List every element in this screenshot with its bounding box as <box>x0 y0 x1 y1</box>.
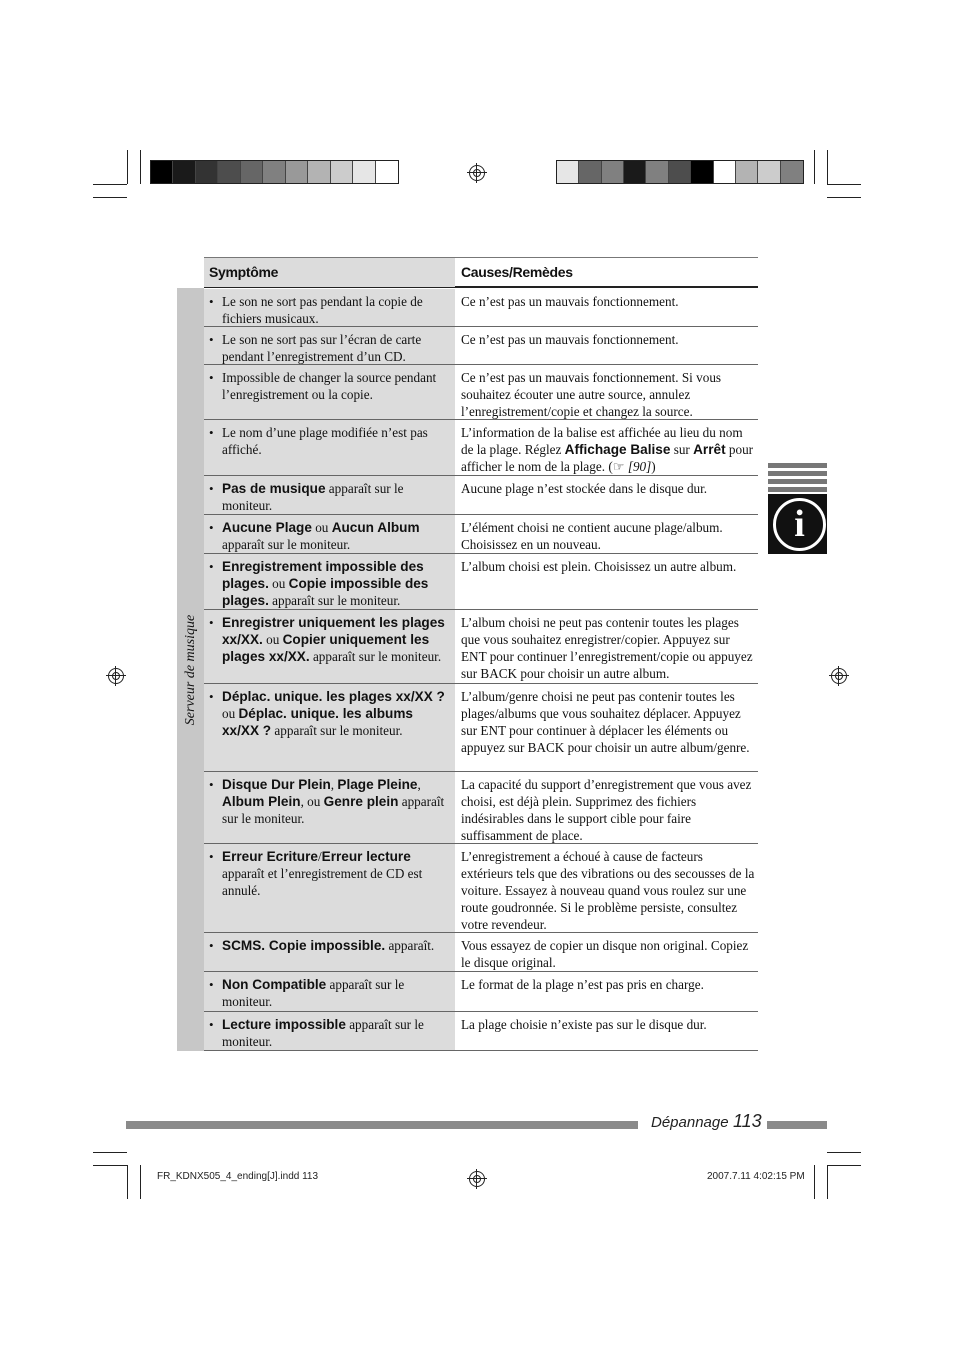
body-text: Impossible de changer la source pendant l’enregistrement ou la copie. <box>222 370 437 402</box>
display-message-text: Erreur Ecriture <box>222 849 318 864</box>
crop-mark <box>827 184 861 185</box>
symptom-text <box>222 1016 447 1050</box>
display-message-text: Aucune Plage <box>222 520 312 535</box>
body-text: , <box>417 777 421 792</box>
color-swatch <box>353 161 375 183</box>
body-text: Ce n’est pas un mauvais fonctionnement. <box>461 294 679 309</box>
body-text: Le nom d’une plage modifiée n’est pas affiché. <box>222 425 428 457</box>
color-swatch <box>218 161 240 183</box>
body-text: apparaît sur le moniteur. <box>222 794 445 826</box>
tab-stripe <box>768 479 827 484</box>
bullet-icon: • <box>209 559 214 574</box>
table-row <box>204 476 758 515</box>
display-message-text: Non Compatible <box>222 977 327 992</box>
crop-mark <box>93 197 127 198</box>
cause-remedy-cell <box>461 976 756 993</box>
body-text: , ou <box>300 794 324 809</box>
symptom-text <box>222 976 447 1010</box>
bullet-icon: • <box>209 332 214 347</box>
display-message-text: Copie impossible des plages. <box>222 576 429 608</box>
cause-remedy-cell <box>461 424 756 475</box>
body-text: L’album choisi ne peut pas contenir toutes les plages que vous souhaitez enregistrer/copier. Appuyez sur ENT pour continuer l’enregistrement/copie ou appuyez sur BACK pour choisir un autre album. <box>461 615 753 681</box>
color-swatch <box>602 161 624 183</box>
body-text: L’album choisi est plein. Choisissez un autre album. <box>461 559 737 574</box>
display-message-text: Enregistrement impossible des plages. <box>222 559 424 591</box>
body-text: L’information de la balise est affichée au lieu du nom de la plage. Réglez <box>461 425 743 457</box>
symptom-cell <box>204 289 455 326</box>
body-text: / <box>317 849 322 864</box>
bullet-icon: • <box>209 425 214 440</box>
color-swatch <box>781 161 803 183</box>
body-text: apparaît. <box>385 938 435 953</box>
body-text: ) <box>651 459 656 474</box>
cause-remedy-cell <box>461 937 756 971</box>
page-reference: [90] <box>627 459 652 474</box>
bullet-icon: • <box>209 777 214 792</box>
table-row <box>204 844 758 933</box>
body-text: Le format de la plage n’est pas pris en charge. <box>461 977 704 992</box>
table-row <box>204 772 758 844</box>
table-row <box>204 554 758 610</box>
display-message-text: Album Plein <box>222 794 301 809</box>
crop-mark <box>127 1165 128 1199</box>
symptom-text <box>222 558 447 609</box>
display-message-text: Arrêt <box>693 442 726 457</box>
color-swatch <box>624 161 646 183</box>
symptom-cell <box>204 554 455 609</box>
color-swatch <box>263 161 285 183</box>
symptom-text <box>222 293 447 327</box>
crop-mark <box>140 150 141 184</box>
table-row <box>204 972 758 1012</box>
body-text: apparaît sur le moniteur. <box>268 593 401 608</box>
body-text: ou <box>222 706 239 721</box>
crop-mark <box>827 1152 861 1153</box>
body-text: L’enregistrement a échoué à cause de facteurs extérieurs tels que des vibrations ou des secousses de la voiture. Essayez à nouveau quand vous roulez sur une route goudronnée. Si le problème persiste, consultez votre revendeur. <box>461 849 755 932</box>
cause-remedy-cell <box>461 519 756 553</box>
symptom-cell <box>204 684 455 771</box>
bullet-icon: • <box>209 1017 214 1032</box>
body-text: Ce n’est pas un mauvais fonctionnement. Si vous souhaitez écouter une autre source, annulez l’enregistrement/copie et changez la source. <box>461 370 722 419</box>
bullet-icon: • <box>209 938 214 953</box>
color-swatch <box>758 161 780 183</box>
display-message-text: Aucun Album <box>331 520 420 535</box>
display-message-text: Disque Dur Plein <box>222 777 331 792</box>
bullet-icon: • <box>209 849 214 864</box>
body-text: La capacité du support d’enregistrement que vous avez choisi, est déjà plein. Supprimez des fichiers indésirables dans le support cible pour faire suffisamment de place. <box>461 777 752 843</box>
display-message-text: Copier uniquement les plages xx/XX. <box>222 632 430 664</box>
bullet-icon: • <box>209 977 214 992</box>
table-row <box>204 933 758 972</box>
table-row <box>204 420 758 476</box>
symptom-text <box>222 937 447 954</box>
symptom-text <box>222 424 447 458</box>
table-row <box>204 327 758 365</box>
section-sidebar <box>177 288 204 1051</box>
footer-rule-left <box>126 1121 638 1129</box>
display-message-text: Plage Pleine <box>337 777 418 792</box>
crop-mark <box>140 1165 141 1199</box>
info-section-tab <box>768 463 827 554</box>
header-causes: Causes/Remèdes <box>461 264 573 280</box>
info-glyph: i <box>794 503 805 545</box>
table-row <box>204 610 758 684</box>
tab-stripe <box>768 463 827 468</box>
body-text: sur <box>670 442 694 457</box>
color-swatch <box>331 161 353 183</box>
tab-stripe <box>768 471 827 476</box>
table-row <box>204 365 758 420</box>
color-swatch <box>557 161 579 183</box>
symptom-text <box>222 614 447 665</box>
table-row <box>204 289 758 327</box>
body-text: Ce n’est pas un mauvais fonctionnement. <box>461 332 679 347</box>
body-text: L’élément choisi ne contient aucune plage/album. Choisissez en un nouveau. <box>461 520 723 552</box>
bullet-icon: • <box>209 689 214 704</box>
symptom-text <box>222 331 447 365</box>
body-text: ou <box>262 632 283 647</box>
cause-remedy-cell <box>461 1016 756 1033</box>
crop-mark <box>93 1152 127 1153</box>
page-number: 113 <box>733 1111 762 1131</box>
body-text: apparaît sur le moniteur. <box>309 649 442 664</box>
symptom-cell <box>204 476 455 514</box>
body-text: Aucune plage n’est stockée dans le disque dur. <box>461 481 708 496</box>
cause-remedy-cell <box>461 369 756 420</box>
body-text: L’album/genre choisi ne peut pas contenir toutes les plages/albums que vous souhaitez déplacer. Appuyez sur ENT pour continuer à déplacer les éléments ou appuyez sur BACK pour choisir un autre album/genre. <box>461 689 750 755</box>
color-swatch <box>669 161 691 183</box>
display-message-text: SCMS. Copie impossible. <box>222 938 386 953</box>
cause-remedy-cell <box>461 293 756 310</box>
color-calibration-bar-left <box>150 160 399 184</box>
bullet-icon: • <box>209 520 214 535</box>
body-text: Vous essayez de copier un disque non original. Copiez le disque original. <box>461 938 749 970</box>
table-row <box>204 684 758 772</box>
bullet-icon: • <box>209 370 214 385</box>
crop-mark <box>827 197 861 198</box>
crop-mark <box>93 184 127 185</box>
body-text: apparaît sur le moniteur. <box>222 537 351 552</box>
crop-mark <box>827 150 828 184</box>
cause-remedy-cell <box>461 480 756 497</box>
registration-mark-icon <box>469 1171 485 1187</box>
symptom-cell <box>204 844 455 932</box>
cause-remedy-cell <box>461 331 756 348</box>
display-message-text: Pas de musique <box>222 481 326 496</box>
display-message-text: Genre plein <box>323 794 399 809</box>
table-header <box>204 257 758 288</box>
symptom-cell <box>204 610 455 683</box>
body-text: apparaît et l’enregistrement de CD est annulé. <box>222 866 423 898</box>
cause-remedy-cell <box>461 776 756 844</box>
symptom-text <box>222 688 447 739</box>
symptom-cell <box>204 327 455 364</box>
symptom-cell <box>204 420 455 475</box>
body-text: Le son ne sort pas sur l’écran de carte pendant l’enregistrement d’un CD. <box>222 332 422 364</box>
display-message-text: Déplac. unique. les plages xx/XX ? <box>222 689 445 704</box>
crop-mark <box>127 150 128 184</box>
body-text: apparaît sur le moniteur. <box>222 1017 424 1049</box>
table-row <box>204 1012 758 1051</box>
crop-mark <box>827 1165 828 1199</box>
registration-mark-icon <box>108 668 124 684</box>
color-swatch <box>173 161 195 183</box>
date-slug: 2007.7.11 4:02:15 PM <box>707 1171 805 1182</box>
display-message-text: Affichage Balise <box>564 442 671 457</box>
color-swatch <box>646 161 668 183</box>
symptom-text <box>222 480 447 514</box>
color-swatch <box>376 161 398 183</box>
info-icon <box>768 494 827 554</box>
symptom-cell <box>204 972 455 1011</box>
body-text: La plage choisie n’existe pas sur le disque dur. <box>461 1017 707 1032</box>
cause-remedy-cell <box>461 614 756 682</box>
symptom-text <box>222 776 447 827</box>
header-symptom: Symptôme <box>209 264 279 280</box>
color-swatch <box>151 161 173 183</box>
crop-mark <box>814 1165 815 1199</box>
symptom-text <box>222 369 447 403</box>
symptom-cell <box>204 365 455 419</box>
crop-mark <box>827 1165 861 1166</box>
bullet-icon: • <box>209 294 214 309</box>
color-swatch <box>691 161 713 183</box>
color-swatch <box>308 161 330 183</box>
body-text: Le son ne sort pas pendant la copie de fichiers musicaux. <box>222 294 423 326</box>
cause-remedy-cell <box>461 688 756 756</box>
color-calibration-bar-right <box>556 160 804 184</box>
body-text: apparaît sur le moniteur. <box>271 723 403 738</box>
color-swatch <box>196 161 218 183</box>
tab-stripe <box>768 487 827 492</box>
table-row <box>204 515 758 554</box>
crop-mark <box>93 1165 127 1166</box>
registration-mark-icon <box>469 165 485 181</box>
info-circle <box>773 498 826 551</box>
symptom-cell <box>204 1012 455 1050</box>
body-text: ou <box>268 576 289 591</box>
color-swatch <box>736 161 758 183</box>
bullet-icon: • <box>209 481 214 496</box>
body-text: pour afficher le nom de la plage. (☞ <box>461 442 754 474</box>
color-swatch <box>579 161 601 183</box>
symptom-text <box>222 848 447 899</box>
section-label: Serveur de musique <box>182 614 198 725</box>
footer-section-title: Dépannage <box>651 1114 729 1131</box>
file-slug: FR_KDNX505_4_ending[J].indd 113 <box>157 1171 319 1182</box>
color-swatch <box>714 161 736 183</box>
symptom-cell <box>204 772 455 843</box>
symptom-text <box>222 519 447 553</box>
registration-mark-icon <box>831 668 847 684</box>
body-text: apparaît sur le moniteur. <box>222 481 404 513</box>
cause-remedy-cell <box>461 558 756 575</box>
crop-mark <box>814 150 815 184</box>
symptom-cell <box>204 515 455 553</box>
footer-rule-right <box>767 1121 827 1129</box>
body-text: apparaît sur le moniteur. <box>222 977 405 1009</box>
color-swatch <box>286 161 308 183</box>
color-swatch <box>241 161 263 183</box>
display-message-text: Erreur lecture <box>321 849 411 864</box>
display-message-text: Enregistrer uniquement les plages xx/XX. <box>222 615 445 647</box>
bullet-icon: • <box>209 615 214 630</box>
cause-remedy-cell <box>461 848 756 933</box>
display-message-text: Lecture impossible <box>222 1017 346 1032</box>
body-text: , <box>330 777 338 792</box>
display-message-text: Déplac. unique. les albums xx/XX ? <box>222 706 413 738</box>
body-text: ou <box>311 520 332 535</box>
symptom-cell <box>204 933 455 971</box>
